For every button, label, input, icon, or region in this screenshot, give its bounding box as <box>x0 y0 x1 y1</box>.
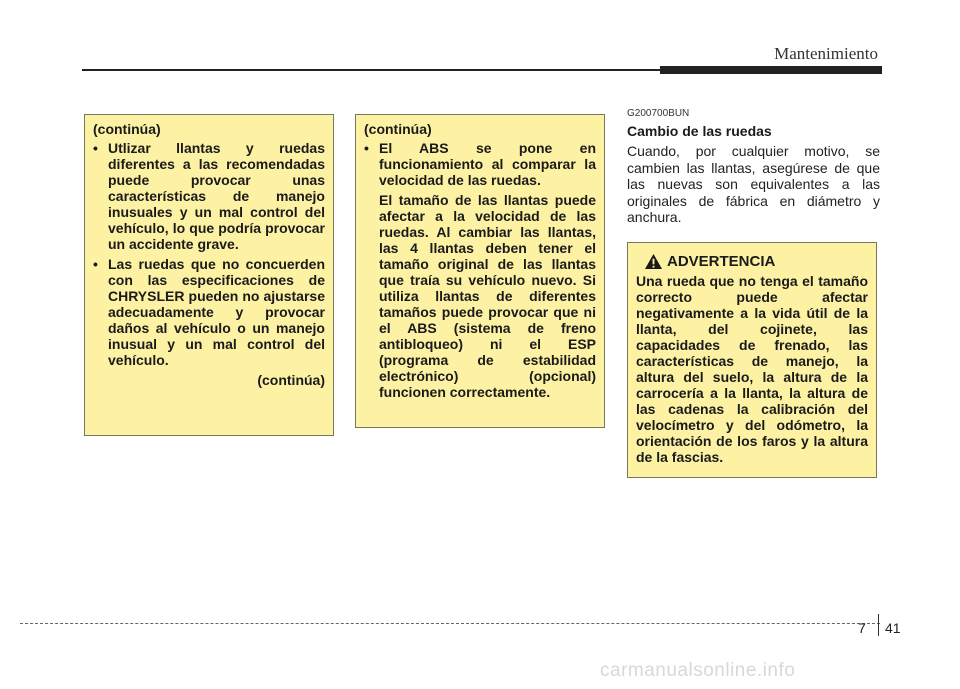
bullet-dot-icon: • <box>93 256 98 272</box>
bullet-item <box>93 140 325 252</box>
bullet-item <box>364 140 596 188</box>
section-body: Cuando, por cualquier motivo, se cambien las llantas, asegúrese de que las nuevas son equivalentes a las originales de fábrica en diámetro y anchura. <box>627 143 880 225</box>
footer-rule <box>20 623 880 624</box>
bullet-text: El ABS se pone en funcionamiento al comparar la velocidad de las ruedas. <box>379 140 596 188</box>
bullet-text: Utlizar llantas y ruedas diferentes a las recomendadas puede provocar unas características de manejo inusuales y un mal control del vehículo, lo que podría provocar un accidente grave. <box>108 140 325 252</box>
page-number-separator <box>878 614 879 636</box>
warning-title: ADVERTENCIA <box>667 252 776 270</box>
caution-box-middle <box>355 114 605 428</box>
page-number: 41 <box>885 620 901 636</box>
warning-box <box>627 242 877 478</box>
caution-box-left <box>84 114 334 436</box>
bullet-dot-icon: • <box>364 140 369 156</box>
continued-label: (continúa) <box>364 121 432 137</box>
continued-label: (continúa) <box>93 121 161 137</box>
section-title: Cambio de las ruedas <box>627 123 772 139</box>
warning-triangle-icon <box>644 253 663 270</box>
warning-text: Una rueda que no tenga el tamaño correcto puede afectar negativamente a la vida útil de la llanta, del cojinete, las capacidades de frenado, las características de manejo, la altura del suelo, la altura de la carrocería a la llanta, la altura de las cadenas la calibración del velocímetro y del odómetro, la orientación de los faros y la altura de la fascias. <box>636 273 868 465</box>
bullet-dot-icon: • <box>93 140 98 156</box>
continued-label: (continúa) <box>257 372 325 388</box>
warning-header <box>644 253 868 270</box>
header-rule-accent <box>660 66 882 74</box>
section-code: G200700BUN <box>627 108 690 119</box>
watermark: carmanualsonline.info <box>600 660 796 681</box>
caution-paragraph: El tamaño de las llantas puede afectar a la velocidad de las ruedas. Al cambiar las llantas, las 4 llantas deben tener el tamaño original de las llantas que traía su vehículo nuevo. Si utiliza llantas de diferentes tamaños puede provocar que ni el ABS (sistema de freno antibloqueo) ni el ESP (programa de estabilidad electrónico) (opcional) funcionen correctamente. <box>379 192 596 400</box>
section-cambio-ruedas <box>627 108 880 226</box>
chapter-number: 7 <box>858 620 866 636</box>
bullet-text: Las ruedas que no concuerden con las especificaciones de CHRYSLER pueden no ajustarse adecuadamente y provocar daños al vehículo o un manejo inusual y un mal control del vehículo. <box>108 256 325 368</box>
page-header-title: Mantenimiento <box>774 44 878 63</box>
bullet-item <box>93 256 325 368</box>
header-rule <box>82 69 662 71</box>
